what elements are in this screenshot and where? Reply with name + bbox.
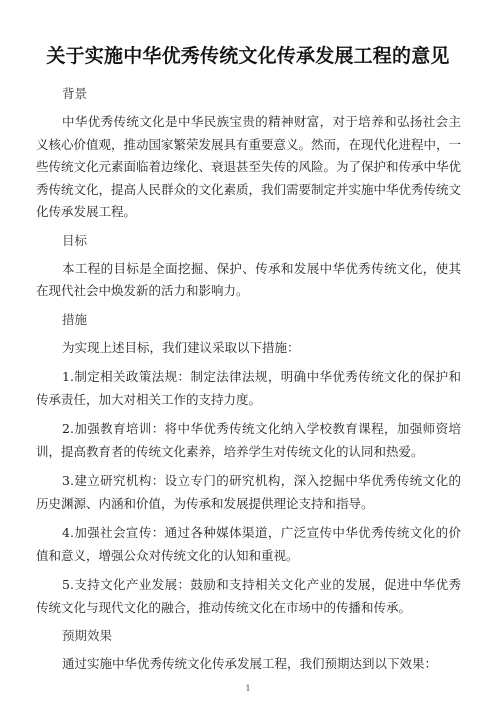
measure-item-5: 5.支持文化产业发展：鼓励和支持相关文化产业的发展，促进中华优秀传统文化与现代文化的融合，推动传统文化在市场中的传播和传承。: [36, 577, 461, 615]
section-heading-measures: 措施: [62, 311, 88, 327]
measure-item-4: 4.加强社会宣传：通过各种媒体渠道，广泛宣传中华优秀传统文化的价值和意义，增强公众对传统文化的认知和重视。: [36, 525, 461, 563]
document-body: [36, 84, 461, 683]
measure-item-2: 2.加强教育培训：将中华优秀传统文化纳入学校教育课程，加强师资培训，提高教育者的传统文化素养，培养学生对传统文化的认同和热爱。: [36, 421, 461, 459]
section-heading-background: 背景: [62, 86, 88, 101]
document-title: 关于实施中华优秀传统文化传承发展工程的意见: [46, 45, 450, 67]
background-paragraph: 中华优秀传统文化是中华民族宝贵的精神财富，对于培养和弘扬社会主义核心价值观，推动国家繁荣发展具有重要意义。然而，在现代化进程中，一些传统文化元素面临着边缘化、衰退甚至失传的风险。为了保护和传承中华优秀传统文化，提高人民群众的文化素质，我们需要制定并实施中华优秀传统文化传承发展工程。: [36, 114, 462, 219]
measures-intro: 为实现上述目标，我们建议采取以下措施：: [62, 339, 300, 355]
measure-item-1: 1.制定相关政策法规：制定法律法规，明确中华优秀传统文化的保护和传承责任，加大对相关工作的支持力度。: [36, 369, 461, 407]
section-heading-goal: 目标: [62, 232, 88, 248]
page-number: 1: [245, 684, 251, 693]
expected-paragraph: 通过实施中华优秀传统文化传承发展工程，我们预期达到以下效果：: [62, 656, 438, 671]
section-heading-expected: 预期效果: [62, 628, 113, 643]
goal-paragraph: 本工程的目标是全面挖掘、保护、传承和发展中华优秀传统文化，使其在现代社会中焕发新的活力和影响力。: [36, 260, 461, 298]
measure-item-3: 3.建立研究机构：设立专门的研究机构，深入挖掘中华优秀传统文化的历史渊源、内涵和价值，为传承和发展提供理论支持和指导。: [36, 473, 461, 511]
